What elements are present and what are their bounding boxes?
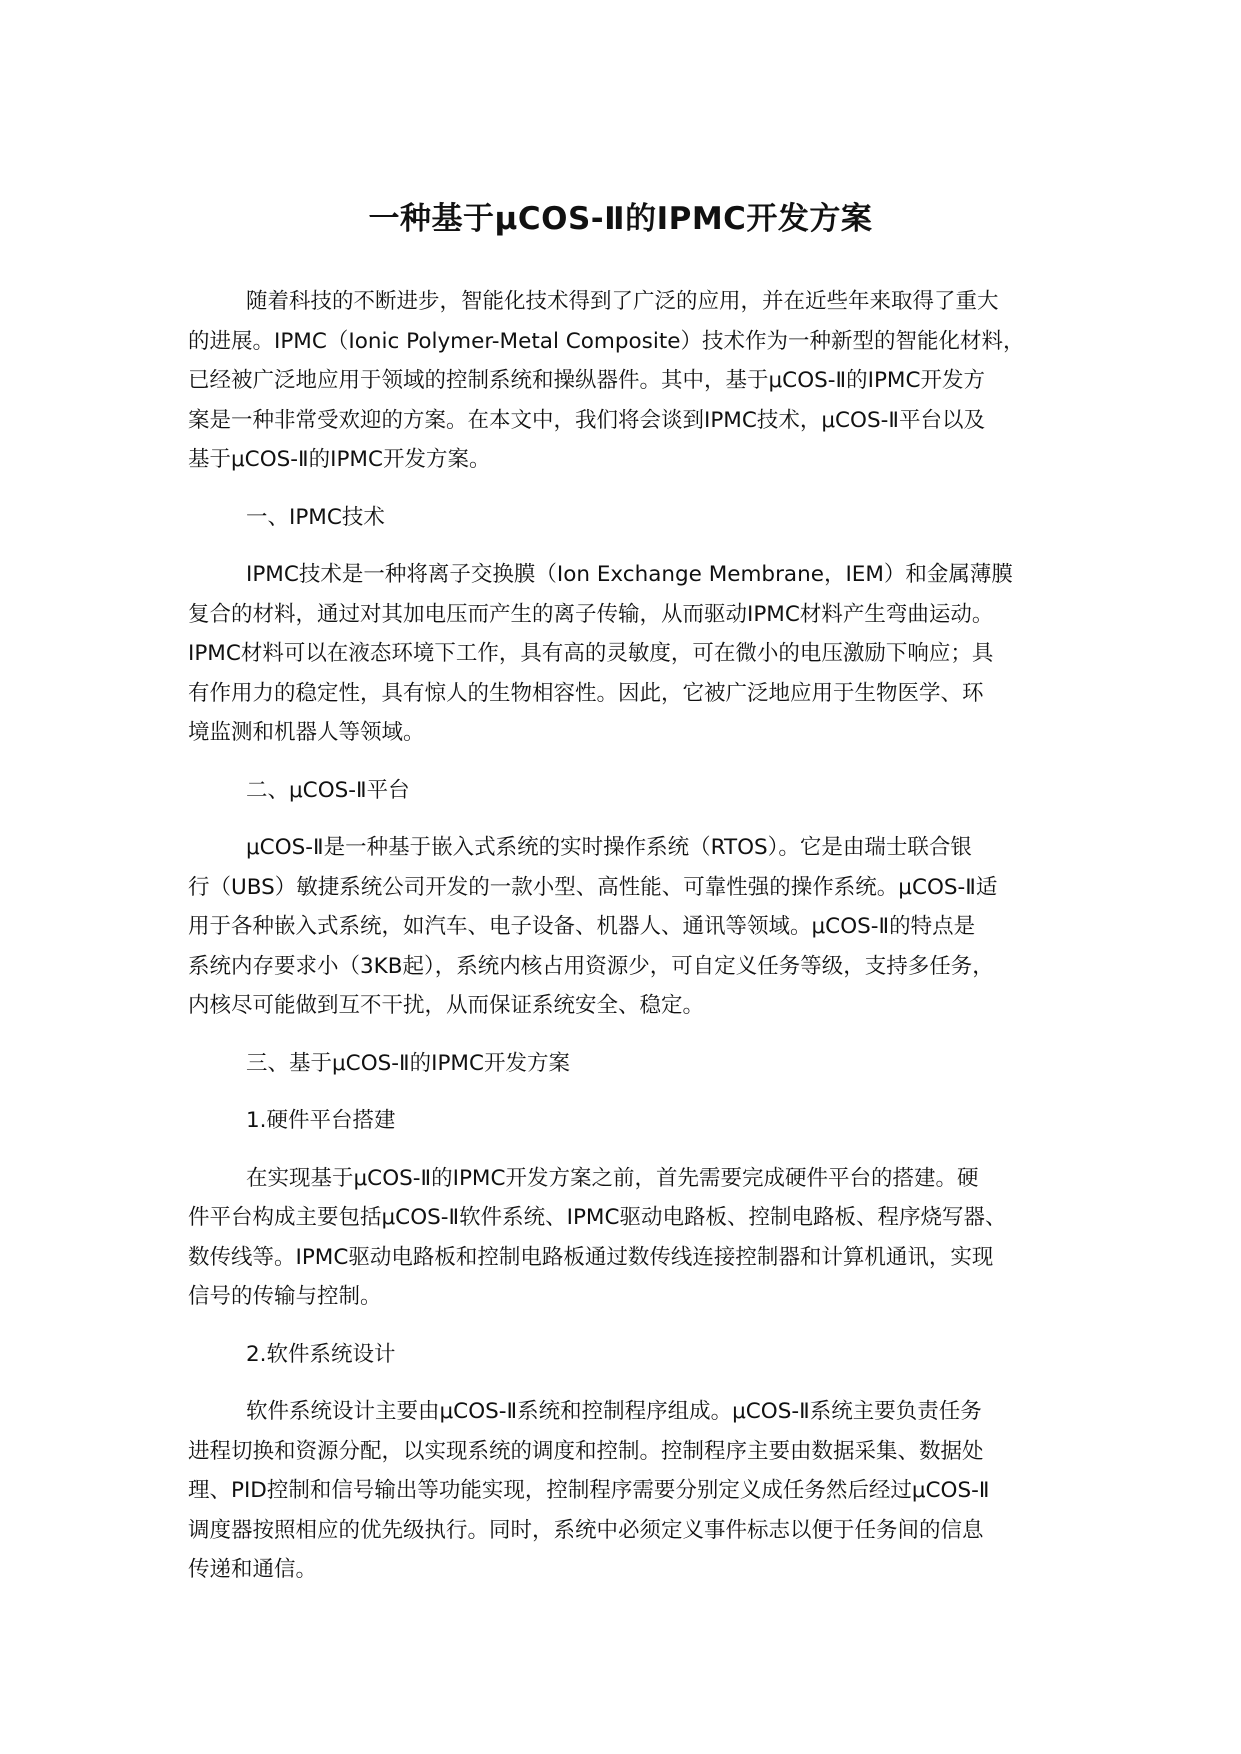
document-body bbox=[188, 282, 1078, 1590]
text-line: 件平台构成主要包括μCOS-Ⅱ软件系统、IPMC驱动电路板、控制电路板、程序烧写器、 bbox=[188, 1205, 1007, 1230]
text-line: 复合的材料，通过对其加电压而产生的离子传输，从而驱动IPMC材料产生弯曲运动。 bbox=[188, 601, 994, 627]
text-line: IPMC材料可以在液态环境下工作，具有高的灵敏度，可在微小的电压激励下响应；具 bbox=[188, 641, 994, 666]
paragraph-ipmc bbox=[188, 555, 1078, 753]
text-line: 的进展。IPMC（Ionic Polymer-Metal Composite）技术作为一种新型的智能化材料， bbox=[188, 328, 1025, 354]
text-line: 随着科技的不断进步，智能化技术得到了广泛的应用，并在近些年来取得了重大 bbox=[246, 289, 999, 314]
text-line: 境监测和机器人等领域。 bbox=[188, 720, 425, 745]
text-line: 内核尽可能做到互不干扰，从而保证系统安全、稳定。 bbox=[188, 993, 705, 1018]
text-line: IPMC技术是一种将离子交换膜（Ion Exchange Membrane，IEM）和金属薄膜 bbox=[246, 562, 1013, 587]
paragraph-intro bbox=[188, 282, 1078, 480]
paragraph-software bbox=[188, 1392, 1078, 1590]
paragraph-ucos bbox=[188, 828, 1078, 1026]
document-title: 一种基于μCOS-Ⅱ的IPMC开发方案 bbox=[368, 200, 873, 237]
text-line: 已经被广泛地应用于领域的控制系统和操纵器件。其中，基于μCOS-Ⅱ的IPMC开发方 bbox=[188, 368, 985, 393]
section-heading-ipmc: 一、IPMC技术 bbox=[246, 504, 385, 530]
subsection-heading-hardware: 1.硬件平台搭建 bbox=[246, 1108, 396, 1133]
text-line: 进程切换和资源分配，以实现系统的调度和控制。控制程序主要由数据采集、数据处 bbox=[188, 1438, 984, 1464]
text-line: 数传线等。IPMC驱动电路板和控制电路板通过数传线连接控制器和计算机通讯，实现 bbox=[188, 1244, 994, 1270]
paragraph-hardware bbox=[188, 1159, 1078, 1317]
text-line: 系统内存要求小（3KB起），系统内核占用资源少，可自定义任务等级，支持多任务， bbox=[188, 953, 994, 979]
text-line: 用于各种嵌入式系统，如汽车、电子设备、机器人、通讯等领域。μCOS-Ⅱ的特点是 bbox=[188, 914, 976, 939]
text-line: μCOS-Ⅱ是一种基于嵌入式系统的实时操作系统（RTOS）。它是由瑞士联合银 bbox=[246, 835, 972, 860]
text-line: 传递和通信。 bbox=[188, 1557, 318, 1582]
text-line: 软件系统设计主要由μCOS-Ⅱ系统和控制程序组成。μCOS-Ⅱ系统主要负责任务 bbox=[246, 1399, 982, 1424]
text-line: 案是一种非常受欢迎的方案。在本文中，我们将会谈到IPMC技术，μCOS-Ⅱ平台以及 bbox=[188, 407, 985, 433]
section-heading-ucos: 二、μCOS-Ⅱ平台 bbox=[246, 777, 410, 803]
text-line: 理、PID控制和信号输出等功能实现，控制程序需要分别定义成任务然后经过μCOS-Ⅱ bbox=[188, 1478, 990, 1503]
text-line: 调度器按照相应的优先级执行。同时，系统中必须定义事件标志以便于任务间的信息 bbox=[188, 1517, 984, 1543]
text-line: 基于μCOS-Ⅱ的IPMC开发方案。 bbox=[188, 447, 491, 472]
section-heading-scheme: 三、基于μCOS-Ⅱ的IPMC开发方案 bbox=[246, 1050, 570, 1076]
subsection-heading-software: 2.软件系统设计 bbox=[246, 1341, 396, 1367]
text-line: 在实现基于μCOS-Ⅱ的IPMC开发方案之前，首先需要完成硬件平台的搭建。硬 bbox=[246, 1165, 979, 1191]
text-line: 行（UBS）敏捷系统公司开发的一款小型、高性能、可靠性强的操作系统。μCOS-Ⅱ适 bbox=[188, 874, 998, 900]
text-line: 信号的传输与控制。 bbox=[188, 1284, 382, 1309]
text-line: 有作用力的稳定性，具有惊人的生物相容性。因此，它被广泛地应用于生物医学、环 bbox=[188, 680, 984, 706]
